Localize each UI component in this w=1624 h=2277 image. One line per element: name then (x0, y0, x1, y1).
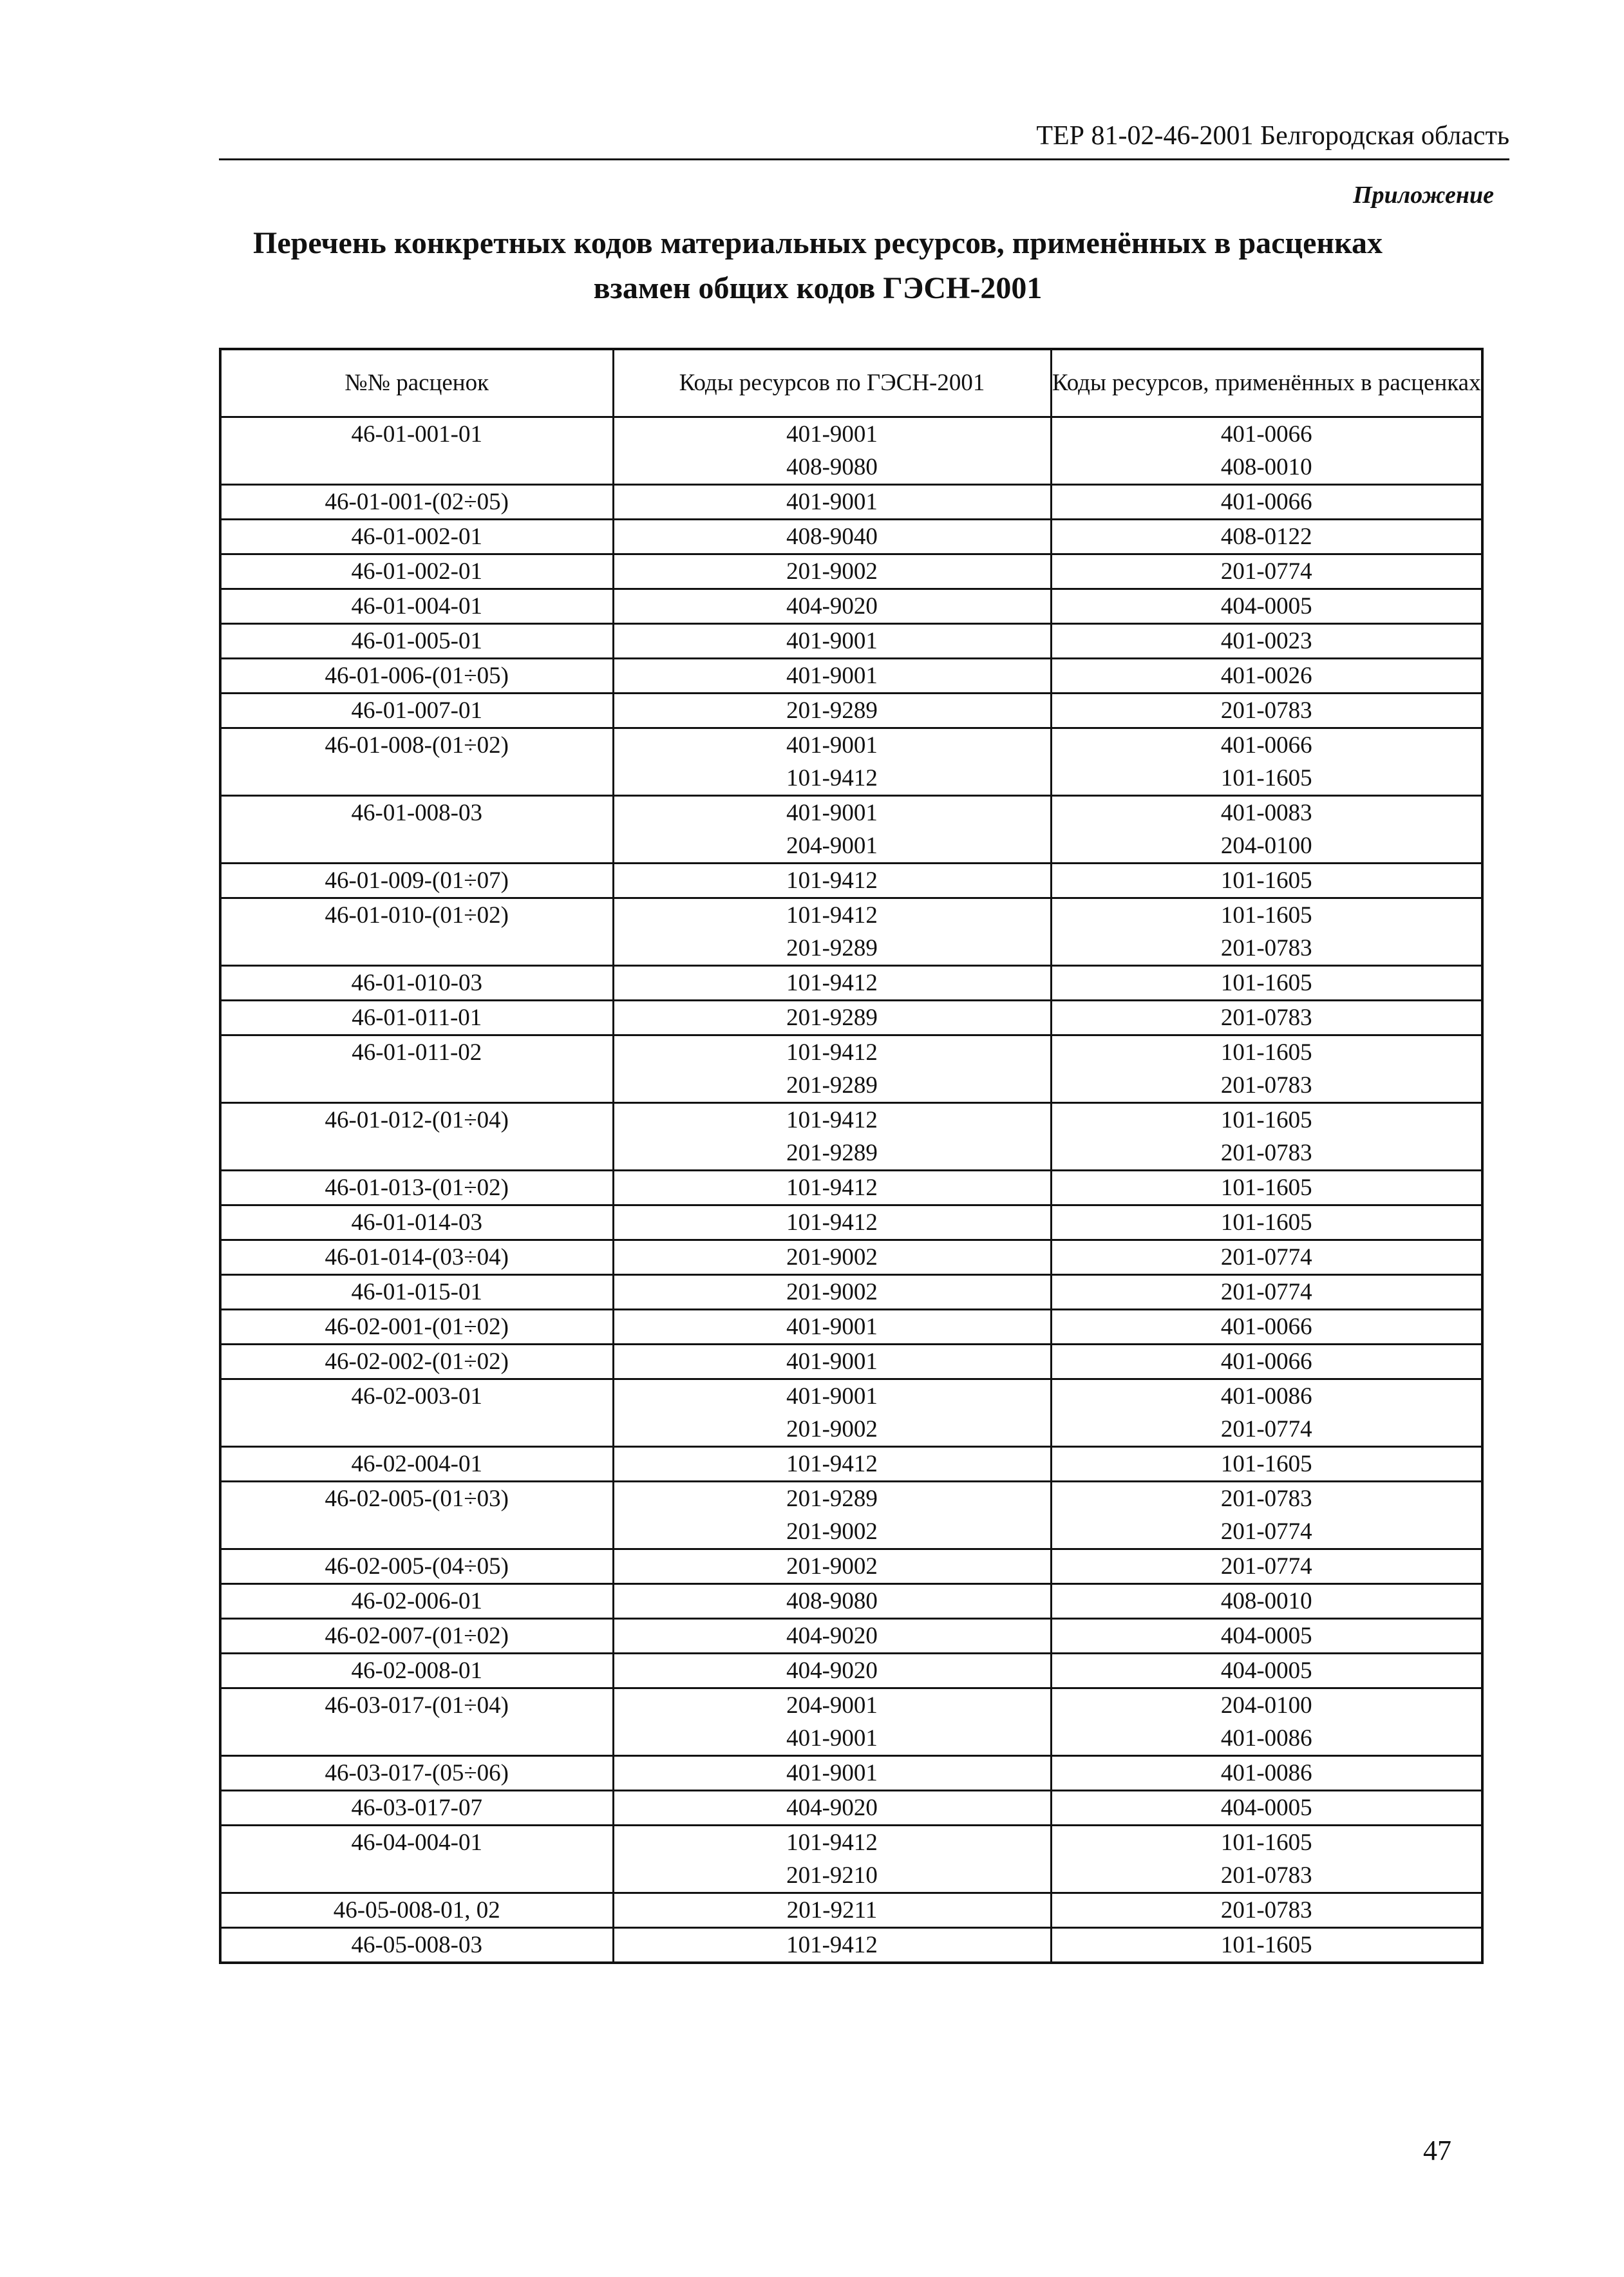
gesn-code: 201-9210 (786, 1862, 878, 1889)
rate-code: 46-02-006-01 (351, 1588, 482, 1614)
table-row (220, 1310, 1482, 1345)
table-row (220, 520, 1482, 554)
gesn-code: 201-9002 (786, 1416, 878, 1442)
gesn-code: 408-9040 (786, 524, 878, 550)
gesn-code: 201-9289 (786, 697, 878, 724)
table-row (220, 1171, 1482, 1205)
rate-code-cell (220, 1654, 613, 1688)
applied-code: 401-0066 (1220, 1348, 1312, 1375)
applied-code: 401-0086 (1220, 1725, 1312, 1752)
rate-code: 46-01-006-(01÷05) (325, 663, 509, 689)
gesn-code-cell (613, 624, 1051, 659)
rate-code-cell (220, 694, 613, 728)
rate-code: 46-01-014-(03÷04) (325, 1244, 509, 1271)
table-row (220, 1928, 1482, 1963)
applied-code-cell (1051, 1549, 1482, 1584)
gesn-code-cell (613, 659, 1051, 694)
applied-code-cell (1051, 1482, 1482, 1549)
gesn-code: 401-9001 (786, 1383, 878, 1410)
applied-code: 201-0783 (1220, 1005, 1312, 1031)
applied-code: 101-1605 (1220, 765, 1312, 791)
rate-code: 46-05-008-03 (351, 1932, 482, 1958)
applied-code: 101-1605 (1220, 1932, 1312, 1958)
applied-code-cell (1051, 659, 1482, 694)
applied-code: 408-0122 (1220, 524, 1312, 550)
applied-code-cell (1051, 1310, 1482, 1345)
table-row (220, 1893, 1482, 1928)
applied-code: 201-0783 (1220, 1140, 1312, 1166)
applied-code-cell (1051, 1654, 1482, 1688)
table-row (220, 966, 1482, 1001)
rate-code-cell (220, 659, 613, 694)
applied-code: 201-0774 (1220, 1279, 1312, 1305)
gesn-code: 101-9412 (786, 1451, 878, 1477)
gesn-code: 201-9002 (786, 1244, 878, 1271)
applied-code-cell (1051, 1103, 1482, 1171)
applied-code: 201-0774 (1220, 1244, 1312, 1271)
applied-code: 101-1605 (1220, 1451, 1312, 1477)
table-row (220, 1001, 1482, 1035)
applied-code-cell (1051, 624, 1482, 659)
page-number: 47 (1423, 2135, 1451, 2166)
gesn-code: 401-9001 (786, 1314, 878, 1340)
table-row (220, 1103, 1482, 1171)
rate-code: 46-01-001-(02÷05) (325, 489, 509, 515)
applied-code: 404-0005 (1220, 1795, 1312, 1821)
table-row (220, 1688, 1482, 1756)
rate-code: 46-01-013-(01÷02) (325, 1175, 509, 1201)
gesn-code-cell (613, 1654, 1051, 1688)
table-row (220, 1240, 1482, 1275)
gesn-code-cell (613, 1310, 1051, 1345)
gesn-code-cell (613, 694, 1051, 728)
gesn-code: 101-9412 (786, 1209, 878, 1236)
gesn-code: 201-9002 (786, 1518, 878, 1545)
rate-code: 46-01-008-03 (351, 800, 482, 826)
gesn-code-cell (613, 796, 1051, 864)
applied-code: 401-0083 (1220, 800, 1312, 826)
table-row (220, 485, 1482, 520)
gesn-code: 201-9289 (786, 1140, 878, 1166)
table-row (220, 589, 1482, 624)
table-row (220, 1447, 1482, 1482)
rate-code: 46-01-001-01 (351, 421, 482, 448)
rate-code-cell (220, 1688, 613, 1756)
gesn-code-cell (613, 966, 1051, 1001)
gesn-code: 408-9080 (786, 1588, 878, 1614)
applied-code: 404-0005 (1220, 593, 1312, 619)
rate-code: 46-01-015-01 (351, 1279, 482, 1305)
applied-code: 201-0774 (1220, 1416, 1312, 1442)
gesn-code-cell (613, 1826, 1051, 1893)
gesn-code: 101-9412 (786, 765, 878, 791)
gesn-code: 401-9001 (786, 663, 878, 689)
gesn-code-cell (613, 1893, 1051, 1928)
gesn-code: 204-9001 (786, 1692, 878, 1719)
rate-code: 46-02-007-(01÷02) (325, 1623, 509, 1649)
applied-code: 401-0066 (1220, 421, 1312, 448)
gesn-code: 201-9211 (786, 1897, 878, 1923)
applied-code-cell (1051, 966, 1482, 1001)
applied-code: 101-1605 (1220, 1039, 1312, 1066)
rate-code: 46-02-005-(04÷05) (325, 1553, 509, 1580)
applied-code-cell (1051, 1240, 1482, 1275)
gesn-code: 101-9412 (786, 902, 878, 929)
applied-code: 401-0066 (1220, 732, 1312, 759)
gesn-code: 101-9412 (786, 867, 878, 894)
gesn-code-cell (613, 1549, 1051, 1584)
applied-code-cell (1051, 1893, 1482, 1928)
rate-code-cell (220, 520, 613, 554)
rate-code-cell (220, 624, 613, 659)
rate-code: 46-01-010-(01÷02) (325, 902, 509, 929)
gesn-code-cell (613, 898, 1051, 966)
gesn-code-cell (613, 1447, 1051, 1482)
rate-code-cell (220, 1240, 613, 1275)
applied-code: 101-1605 (1220, 1175, 1312, 1201)
table-row (220, 1826, 1482, 1893)
applied-code: 401-0026 (1220, 663, 1312, 689)
rate-code: 46-03-017-(01÷04) (325, 1692, 509, 1719)
applied-code-cell (1051, 1171, 1482, 1205)
applied-code-cell (1051, 1001, 1482, 1035)
gesn-code: 404-9020 (786, 1795, 878, 1821)
table-row (220, 1482, 1482, 1549)
rate-code: 46-02-001-(01÷02) (325, 1314, 509, 1340)
rate-code-cell (220, 728, 613, 796)
table-row (220, 1654, 1482, 1688)
applied-code: 408-0010 (1220, 1588, 1312, 1614)
applied-code-cell (1051, 898, 1482, 966)
gesn-code: 101-9412 (786, 1175, 878, 1201)
rate-code-cell (220, 796, 613, 864)
gesn-code: 201-9002 (786, 1279, 878, 1305)
gesn-code: 401-9001 (786, 628, 878, 654)
table-row (220, 796, 1482, 864)
applied-code-cell (1051, 1379, 1482, 1447)
table-row (220, 1756, 1482, 1791)
rate-code-cell (220, 1171, 613, 1205)
page-title-line-1: Перечень конкретных кодов материальных ресурсов, применённых в расценках (253, 226, 1383, 260)
gesn-code-cell (613, 485, 1051, 520)
applied-code: 201-0783 (1220, 697, 1312, 724)
rate-code: 46-01-002-01 (351, 524, 482, 550)
gesn-code-cell (613, 1928, 1051, 1963)
rate-code: 46-02-004-01 (351, 1451, 482, 1477)
applied-code-cell (1051, 1584, 1482, 1619)
rate-code-cell (220, 1756, 613, 1791)
rate-code-cell (220, 1928, 613, 1963)
rate-code-cell (220, 1103, 613, 1171)
page-title-line-2: взамен общих кодов ГЭСН-2001 (593, 271, 1043, 305)
applied-code: 101-1605 (1220, 1107, 1312, 1133)
gesn-code-cell (613, 520, 1051, 554)
gesn-code-cell (613, 1688, 1051, 1756)
applied-code: 101-1605 (1220, 902, 1312, 929)
applied-code: 201-0783 (1220, 1897, 1312, 1923)
rate-code: 46-01-012-(01÷04) (325, 1107, 509, 1133)
rate-code-cell (220, 1447, 613, 1482)
applied-code-cell (1051, 1275, 1482, 1310)
applied-code-cell (1051, 1928, 1482, 1963)
rate-code-cell (220, 1310, 613, 1345)
gesn-code: 101-9412 (786, 1039, 878, 1066)
rate-code: 46-01-002-01 (351, 558, 482, 585)
rate-code-cell (220, 1379, 613, 1447)
table-row (220, 1275, 1482, 1310)
rate-code-cell (220, 1791, 613, 1826)
applied-code-cell (1051, 694, 1482, 728)
applied-code: 401-0066 (1220, 1314, 1312, 1340)
applied-code: 101-1605 (1220, 1209, 1312, 1236)
rate-code: 46-03-017-07 (351, 1795, 482, 1821)
applied-code: 201-0774 (1220, 558, 1312, 585)
gesn-code: 401-9001 (786, 1348, 878, 1375)
applied-code-cell (1051, 1619, 1482, 1654)
applied-code-cell (1051, 1826, 1482, 1893)
rate-code-cell (220, 864, 613, 898)
rate-code-cell (220, 1275, 613, 1310)
rate-code-cell (220, 966, 613, 1001)
gesn-code-cell (613, 1619, 1051, 1654)
gesn-code-cell (613, 1345, 1051, 1379)
rate-code: 46-02-005-(01÷03) (325, 1486, 509, 1512)
applied-code-cell (1051, 796, 1482, 864)
rate-code-cell (220, 485, 613, 520)
rate-code: 46-01-005-01 (351, 628, 482, 654)
rate-code-cell (220, 1345, 613, 1379)
gesn-code: 201-9289 (786, 1486, 878, 1512)
gesn-code: 201-9002 (786, 558, 878, 585)
gesn-code: 201-9002 (786, 1553, 878, 1580)
rate-code: 46-01-008-(01÷02) (325, 732, 509, 759)
gesn-code-cell (613, 1584, 1051, 1619)
table-row (220, 624, 1482, 659)
rate-code-cell (220, 1482, 613, 1549)
table-row (220, 1619, 1482, 1654)
rate-code: 46-03-017-(05÷06) (325, 1760, 509, 1786)
applied-code-cell (1051, 485, 1482, 520)
column-header-applied-codes: Коды ресурсов, применённых в расценках (1051, 349, 1482, 417)
gesn-code-cell (613, 1035, 1051, 1103)
gesn-code: 408-9080 (786, 454, 878, 480)
gesn-code-cell (613, 1240, 1051, 1275)
applied-code: 101-1605 (1220, 1829, 1312, 1856)
gesn-code: 401-9001 (786, 421, 878, 448)
applied-code: 401-0086 (1220, 1760, 1312, 1786)
gesn-code-cell (613, 1379, 1051, 1447)
rate-code: 46-01-010-03 (351, 970, 482, 996)
gesn-code: 101-9412 (786, 1829, 878, 1856)
gesn-code-cell (613, 1205, 1051, 1240)
gesn-code: 201-9289 (786, 1072, 878, 1099)
table-row (220, 1035, 1482, 1103)
rate-code: 46-02-008-01 (351, 1658, 482, 1684)
rate-code-cell (220, 1035, 613, 1103)
table-row (220, 1379, 1482, 1447)
column-header-gesn-codes: Коды ресурсов по ГЭСН-2001 (613, 349, 1051, 417)
gesn-code-cell (613, 728, 1051, 796)
rate-code-cell (220, 554, 613, 589)
table-row (220, 898, 1482, 966)
applied-code: 404-0005 (1220, 1623, 1312, 1649)
applied-code: 101-1605 (1220, 970, 1312, 996)
rate-code: 46-01-004-01 (351, 593, 482, 619)
gesn-code-cell (613, 1791, 1051, 1826)
gesn-code-cell (613, 1171, 1051, 1205)
table-row (220, 1345, 1482, 1379)
rate-code-cell (220, 589, 613, 624)
applied-code-cell (1051, 1035, 1482, 1103)
gesn-code-cell (613, 589, 1051, 624)
table-body (220, 417, 1482, 1963)
rate-code: 46-02-003-01 (351, 1383, 482, 1410)
column-header-rates: №№ расценок (220, 349, 613, 417)
gesn-code: 204-9001 (786, 833, 878, 859)
applied-code: 201-0783 (1220, 1072, 1312, 1099)
applied-code-cell (1051, 1447, 1482, 1482)
applied-code: 401-0086 (1220, 1383, 1312, 1410)
rate-code: 46-01-011-02 (352, 1039, 482, 1066)
applied-code-cell (1051, 1688, 1482, 1756)
gesn-code: 401-9001 (786, 1760, 878, 1786)
applied-code-cell (1051, 520, 1482, 554)
gesn-code-cell (613, 1275, 1051, 1310)
gesn-code: 101-9412 (786, 1932, 878, 1958)
gesn-code-cell (613, 1482, 1051, 1549)
document-reference: ТЕР 81-02-46-2001 Белгородская область (1036, 121, 1509, 151)
table-row (220, 1549, 1482, 1584)
gesn-code-cell (613, 1756, 1051, 1791)
gesn-code: 404-9020 (786, 1658, 878, 1684)
rate-code: 46-04-004-01 (351, 1829, 482, 1856)
applied-code: 401-0023 (1220, 628, 1312, 654)
applied-code-cell (1051, 1205, 1482, 1240)
rate-code-cell (220, 1619, 613, 1654)
gesn-code: 404-9020 (786, 593, 878, 619)
gesn-code: 201-9289 (786, 935, 878, 961)
gesn-code: 401-9001 (786, 732, 878, 759)
applied-code-cell (1051, 1345, 1482, 1379)
rate-code: 46-01-007-01 (351, 697, 482, 724)
applied-code: 408-0010 (1220, 454, 1312, 480)
applied-code-cell (1051, 589, 1482, 624)
applied-code: 201-0783 (1220, 1486, 1312, 1512)
table-row (220, 1584, 1482, 1619)
table-row (220, 659, 1482, 694)
rate-code-cell (220, 1584, 613, 1619)
applied-code: 201-0774 (1220, 1518, 1312, 1545)
applied-code-cell (1051, 864, 1482, 898)
table-row (220, 694, 1482, 728)
rate-code-cell (220, 417, 613, 485)
gesn-code-cell (613, 554, 1051, 589)
applied-code: 201-0774 (1220, 1553, 1312, 1580)
applied-code-cell (1051, 1791, 1482, 1826)
applied-code-cell (1051, 728, 1482, 796)
applied-code: 201-0783 (1220, 1862, 1312, 1889)
gesn-code: 401-9001 (786, 1725, 878, 1752)
gesn-code: 101-9412 (786, 1107, 878, 1133)
applied-code-cell (1051, 1756, 1482, 1791)
gesn-code: 101-9412 (786, 970, 878, 996)
rate-code: 46-01-009-(01÷07) (325, 867, 509, 894)
applied-code-cell (1051, 417, 1482, 485)
rate-code: 46-01-014-03 (351, 1209, 482, 1236)
appendix-label: Приложение (1353, 182, 1494, 209)
gesn-code-cell (613, 1103, 1051, 1171)
applied-code: 204-0100 (1220, 833, 1312, 859)
rate-code-cell (220, 1205, 613, 1240)
table-row (220, 554, 1482, 589)
gesn-code-cell (613, 864, 1051, 898)
table-row (220, 417, 1482, 485)
table-row (220, 864, 1482, 898)
gesn-code: 404-9020 (786, 1623, 878, 1649)
table-header-row (220, 349, 1482, 417)
gesn-code-cell (613, 1001, 1051, 1035)
gesn-code-cell (613, 417, 1051, 485)
applied-code-cell (1051, 554, 1482, 589)
applied-code: 401-0066 (1220, 489, 1312, 515)
gesn-code: 401-9001 (786, 800, 878, 826)
resource-codes-table (219, 348, 1484, 1964)
applied-code: 204-0100 (1220, 1692, 1312, 1719)
rate-code-cell (220, 1893, 613, 1928)
rate-code-cell (220, 1549, 613, 1584)
rate-code-cell (220, 1826, 613, 1893)
table-row (220, 1205, 1482, 1240)
rate-code-cell (220, 1001, 613, 1035)
gesn-code: 401-9001 (786, 489, 878, 515)
rate-code: 46-05-008-01, 02 (333, 1897, 500, 1923)
rate-code-cell (220, 898, 613, 966)
table-row (220, 1791, 1482, 1826)
rate-code: 46-01-011-01 (352, 1005, 482, 1031)
table-row (220, 728, 1482, 796)
rate-code: 46-02-002-(01÷02) (325, 1348, 509, 1375)
applied-code: 404-0005 (1220, 1658, 1312, 1684)
header-rule (219, 158, 1509, 160)
gesn-code: 201-9289 (786, 1005, 878, 1031)
applied-code: 201-0783 (1220, 935, 1312, 961)
applied-code: 101-1605 (1220, 867, 1312, 894)
